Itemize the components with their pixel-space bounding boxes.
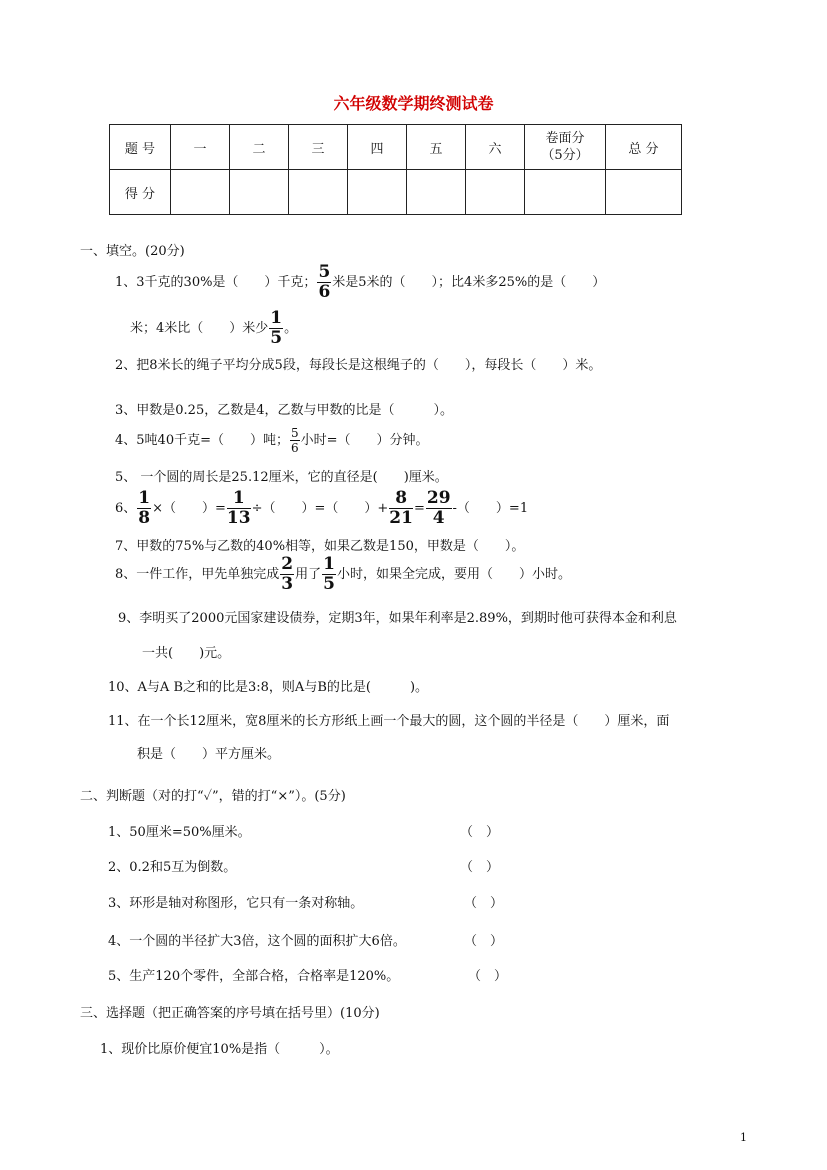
q1-text-d: 。 bbox=[284, 321, 298, 336]
q10: 10、A与A B之和的比是3:8，则A与B的比是( )。 bbox=[108, 680, 429, 695]
answer-paren[interactable]: （ ） bbox=[464, 934, 504, 949]
denominator: 13 bbox=[226, 508, 251, 528]
q1-text-b: 米是5米的（ ）；比4米多25%的是（ ） bbox=[332, 275, 606, 290]
answer-paren[interactable]: （ ） bbox=[464, 896, 504, 911]
answer-paren[interactable]: （ ） bbox=[460, 860, 500, 875]
section2-heading: 二、判断题（对的打“✓”，错的打“×”）。(5分) bbox=[80, 789, 346, 804]
numerator: 1 bbox=[270, 308, 283, 328]
q1-line2 bbox=[130, 310, 297, 347]
denominator: 21 bbox=[389, 508, 413, 528]
page-title: 六年级数学期终测试卷 bbox=[333, 94, 494, 113]
numerator: 1 bbox=[227, 490, 251, 509]
q1-line1 bbox=[115, 264, 605, 301]
q8 bbox=[115, 556, 571, 594]
score-cell[interactable] bbox=[525, 170, 606, 215]
q6 bbox=[115, 490, 528, 528]
col-1: 一 bbox=[171, 125, 230, 170]
fraction bbox=[280, 556, 294, 593]
q6-text-d: = bbox=[413, 501, 425, 516]
col-5: 五 bbox=[407, 125, 466, 170]
judge-item-1: 1、50厘米=50%厘米。 bbox=[108, 825, 251, 840]
score-cell[interactable] bbox=[230, 170, 289, 215]
col-6: 六 bbox=[466, 125, 525, 170]
fraction bbox=[290, 427, 300, 454]
score-table bbox=[109, 124, 682, 215]
judge-item-2: 2、0.2和5互为倒数。 bbox=[108, 860, 237, 875]
numerator: 1 bbox=[323, 554, 335, 574]
q7: 7、甲数的75%与乙数的40%相等，如果乙数是150，甲数是（ ）。 bbox=[115, 539, 525, 554]
header-label: 题 号 bbox=[110, 125, 171, 170]
col-2: 二 bbox=[230, 125, 289, 170]
numerator: 2 bbox=[281, 554, 294, 574]
judge-item-5: 5、生产120个零件，全部合格，合格率是120%。 bbox=[108, 969, 400, 984]
denominator: 6 bbox=[318, 282, 331, 302]
neat-score-header bbox=[525, 125, 606, 170]
judge-item-4: 4、一个圆的半径扩大3倍，这个圆的面积扩大6倍。 bbox=[108, 934, 406, 949]
judge-item-3: 3、环形是轴对称图形，它只有一条对称轴。 bbox=[108, 896, 364, 911]
total-header: 总 分 bbox=[606, 125, 682, 170]
q3: 3、甲数是0.25，乙数是4，乙数与甲数的比是（ ）。 bbox=[115, 403, 453, 418]
denominator: 8 bbox=[138, 508, 151, 528]
score-cell[interactable] bbox=[606, 170, 682, 215]
q1-text-c: 米；4米比（ ）米少 bbox=[130, 321, 269, 336]
denominator: 5 bbox=[270, 328, 283, 348]
score-cell[interactable] bbox=[407, 170, 466, 215]
row-label: 得 分 bbox=[110, 170, 171, 215]
numerator: 29 bbox=[426, 488, 451, 508]
q11-line1: 11、在一个长12厘米，宽8厘米的长方形纸上画一个最大的圆，这个圆的半径是（ ）厘米，面 bbox=[108, 714, 670, 729]
fraction bbox=[269, 310, 283, 347]
col-4: 四 bbox=[348, 125, 407, 170]
choice-q1: 1、现价比原价便宜10%是指（ ）。 bbox=[100, 1042, 339, 1057]
q8-text-c: 小时，如果全完成，要用（ ）小时。 bbox=[336, 567, 571, 582]
q6-text-e: -（ ）=1 bbox=[452, 501, 529, 516]
q5: 5、 一个圆的周长是25.12厘米，它的直径是( )厘米。 bbox=[115, 470, 448, 485]
q1-text-a: 1、3千克的30%是（ ）千克； bbox=[115, 275, 317, 290]
score-cell[interactable] bbox=[348, 170, 407, 215]
numerator: 8 bbox=[389, 490, 413, 509]
fraction bbox=[322, 556, 336, 593]
q4-text-a: 4、5吨40千克=（ ）吨； bbox=[115, 433, 289, 448]
score-cell[interactable] bbox=[466, 170, 525, 215]
q6-text-a: 6、 bbox=[115, 501, 137, 516]
answer-paren[interactable]: （ ） bbox=[468, 969, 508, 984]
page-number: 1 bbox=[740, 1131, 747, 1144]
q4 bbox=[115, 425, 429, 457]
denominator: 4 bbox=[432, 508, 445, 528]
col-3: 三 bbox=[289, 125, 348, 170]
score-cell[interactable] bbox=[289, 170, 348, 215]
q9-line2: 一共( )元。 bbox=[142, 646, 231, 661]
fraction bbox=[137, 490, 151, 527]
denominator: 5 bbox=[323, 574, 335, 594]
section1-heading: 一、填空。(20分) bbox=[80, 244, 185, 259]
denominator: 3 bbox=[281, 574, 294, 594]
q2: 2、把8米长的绳子平均分成5段，每段长是这根绳子的（ ），每段长（ ）米。 bbox=[115, 358, 602, 373]
q8-text-b: 用了 bbox=[295, 567, 322, 582]
answer-paren[interactable]: （ ） bbox=[460, 825, 500, 840]
q6-text-c: ÷（ ）=（ ）+ bbox=[251, 501, 389, 516]
denominator: 6 bbox=[290, 441, 299, 455]
fraction bbox=[426, 490, 452, 527]
neat-line2: （5分） bbox=[541, 148, 589, 163]
numerator: 1 bbox=[138, 488, 151, 508]
numerator: 5 bbox=[290, 426, 299, 440]
q8-text-a: 8、一件工作，甲先单独完成 bbox=[115, 567, 280, 582]
fraction bbox=[317, 264, 331, 301]
q6-text-b: ×（ ）= bbox=[152, 501, 226, 516]
q9-line1: 9、李明买了2000元国家建设债券，定期3年，如果年利率是2.89%，到期时他可获得本金和利息 bbox=[118, 611, 677, 626]
numerator: 5 bbox=[318, 262, 331, 282]
score-cell[interactable] bbox=[171, 170, 230, 215]
q4-text-b: 小时=（ ）分钟。 bbox=[300, 433, 429, 448]
fraction bbox=[227, 490, 251, 527]
section3-heading: 三、选择题（把正确答案的序号填在括号里）(10分) bbox=[80, 1006, 380, 1021]
fraction bbox=[389, 490, 413, 527]
neat-line1: 卷面分 bbox=[545, 131, 585, 146]
q11-line2: 积是（ ）平方厘米。 bbox=[137, 747, 281, 762]
